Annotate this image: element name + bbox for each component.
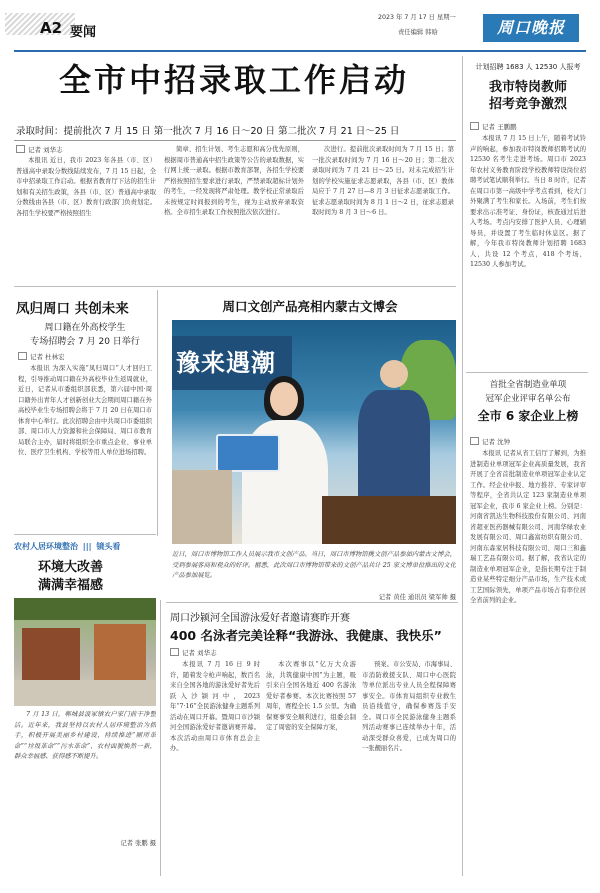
swim-top-rule [166, 602, 458, 603]
swim-column-3: 预案。市公安局、市海事局、市消防救援支队、周口中心医院等单位派出专业人员全程保障赛事安全。市体育局组织专业救生员沿线值守，确保参赛选手安全。周口市全民游泳健身主题系列活动赛事已连续举办十年，活动深受群众喜爱，已成为周口的一张靓丽名片。 [362, 661, 456, 752]
mfg-title: 全市 6 家企业上榜 [477, 409, 579, 423]
photo-story-title-box [162, 296, 458, 318]
swim-column-1: 本报讯 7 月 16 日 9 时许，随着发令枪声响起，数百名来自全国各地的游泳爱好者先后跃入沙颍河中，2023 年“7·16”全民游泳健身主题系列活动在周口开幕。暨周口市沙颍河全国游泳爱好者邀请赛开幕。本次活动由周口市体育总会主办。 [170, 661, 260, 752]
rural-kicker-text: 农村人居环境整治 [14, 542, 78, 551]
paper-logo-text: 周口晚报 [496, 18, 565, 37]
mfg-kicker-2: 冠军企业评审名单公布 [485, 394, 571, 404]
village-house-left [22, 628, 80, 680]
teacher-body: 本报讯 7 月 15 日上午，随着考试铃声的响起，参加我市特岗教师招聘考试的 12530 名考生走进考场。周口市 2023 年农村义务教育阶段学校教师特设岗位招聘考试笔试顺利举行。当日 8 时许，记者在周口市第一高级中学考点看到，校大门外聚满了考生和家长。入场前，考生们按要求出示准考证、身份证，核查通过后进入考场。考点内安排了医护人员、心理辅导员，并设置了考生临时休息区。据了解，今年我市特岗教师计划招聘 1683 人，共设 12 个考点，418 个考场，12530 人参加考试。 [470, 135, 586, 268]
rural-column-rule [160, 600, 161, 876]
lead-byline: 记者 刘华志 [16, 145, 63, 154]
expo-table [322, 496, 456, 544]
rural-kicker-bar: ||| [82, 542, 92, 551]
mfg-kicker-1: 首批全省制造业单项 [489, 380, 567, 390]
recruit-headline-box [16, 297, 154, 347]
expo-woman-face [270, 382, 298, 416]
left-divider [14, 534, 156, 535]
expo-product-box [216, 434, 280, 472]
teacher-kicker: 计划招聘 1683 人 12530 人报考 [475, 63, 581, 71]
rural-caption: 7 月 13 日，郸城县汲冢镇农户家门前干净整洁。近年来，我县坚持以农村人居环境整治为抓手，积极开展美丽乡村建设，持续推进“厕所革命”“垃圾革命”“污水革命”，农村面貌焕然一新，群众幸福感、获得感不断提升。 [14, 711, 156, 760]
header-rule [14, 50, 586, 52]
section-name: 要闻 [70, 25, 97, 40]
teacher-title-1: 我市特岗教师 [488, 80, 567, 95]
expo-banner-text: 豫来遇潮 [176, 349, 276, 377]
lead-rule [14, 140, 456, 141]
swim-column-2: 本次赛事以“亿万大众游泳，共筑健康中国”为主题，吸引来自全国各地近 400 名游泳爱好者参赛。本次比赛按照 57 周年，赛程全长 1.5 公里。为确保赛事安全顺利进行，组委会制定了周密的安全保障方案， [266, 661, 356, 731]
page-number: A2 [40, 19, 63, 37]
lead-schedule: 录取时间：提前批次 7 月 15 日 第一批次 7 月 16 日～20 日 第二批次 7 月 21 日～25 日 [16, 126, 400, 137]
expo-man-head [380, 360, 408, 388]
village-house-right [94, 624, 146, 680]
village-road [14, 680, 156, 706]
recruit-title: 凤归周口 共创未来 [16, 301, 129, 317]
expo-photo [172, 320, 456, 544]
village-trees [14, 598, 156, 620]
mfg-byline: 记者 沈钟 [470, 437, 510, 446]
lead-column-2: 简章、招生计划、考生志愿和高分优先原则，根据周市普通高中招生政策等公告的录取数据，实行网上统一录取。根据市教育部署，各招生学校要严格按照招生要求进行录取，严禁录取超标计划外的考生，一经发现将严肃处理。教学校正常录取后未按规定时间报到的考生，视为主动放弃录取资格。全市招生录取工作按照批次依次进行。 [164, 146, 304, 216]
teacher-title-2: 招考竞争激烈 [488, 97, 567, 112]
lead-headline: 全市中招录取工作启动 [58, 61, 409, 99]
paper-logo [483, 14, 579, 42]
issue-date: 2023 年 7 月 17 日 星期一 [378, 14, 456, 21]
lead-bottom-rule [14, 286, 456, 287]
expo-left-table [172, 470, 232, 544]
expo-man-body [358, 390, 430, 510]
mfg-body: 本报讯 记者从省工信厅了解到，为推进制造业单项冠军企业高质量发展，我省开展了全省首批制造业单项冠军企业认定工作。经企业申报、地方推荐、专家评审等程序，全省共认定 123 家制造业单项冠军企业，我市 6 家企业上榜。分别是：河南省凯达生物科技股份有限公司、河南省超亚医药器械有限公司、河南华绿农业发展有限公司、周口鑫富纺织有限公司、河南东森家居科技有限公司、周口三和鑫瑞工艺品有限公司。据了解，我省认定的制造业单项冠军企业，是指长期专注于制造业某些特定细分产品市场，生产技术或工艺国际领先，单项产品市场占有率位居全省前列的企业。 [470, 450, 586, 604]
village-photo [14, 598, 156, 706]
rural-kicker [14, 541, 120, 552]
photo-story-title: 周口文创产品亮相内蒙古文博会 [222, 299, 398, 314]
rural-credit: 记者 张鹏 摄 [120, 840, 156, 847]
teacher-byline: 记者 王鹏鹏 [470, 122, 517, 131]
rural-title-2: 满满幸福感 [38, 578, 104, 593]
rural-kicker-tag: 镜头看 [96, 542, 121, 551]
left-column-rule [157, 290, 158, 536]
lead-headline-box [14, 58, 454, 110]
photo-caption: 近日，周口市博物馆工作人员展示我市文创产品。当日，周口市博物馆携文创产品参加内蒙古文博会，受到参展客商和观众的好评。据悉，此次周口市博物馆带来的文创产品共计 25 家文博单位推出的文化产品参加展览。 [172, 551, 456, 579]
recruit-body: 本报讯 为深入实施“凤归周口”人才回归工程，引导推动周口籍在外高校毕业生返周就业，近日，记者从市委组织部获悉，第六届中国·周口籍外出青年人才创新创业大会期间周口籍在外高校毕业生专场招聘会将于 7 月 20 日在周口市体育中心举行。此次招聘会由中共周口市委组织部、周口市人力资源和社会保障局、周口市教育局联合主办，届时将组织全市重点企业、事业单位、医疗卫生机构、学校等用人单位进场招聘。 [18, 365, 152, 456]
right-column-rule [462, 56, 463, 876]
rural-title-1: 环境大改善 [38, 560, 104, 575]
photo-credit: 记者 黄佳 通讯员 梁军帅 摄 [378, 594, 456, 601]
swim-kicker: 周口沙颍河全国游泳爱好者邀请赛昨开赛 [170, 613, 350, 624]
recruit-sub-2: 专场招聘会 7 月 20 日举行 [30, 337, 140, 347]
recruit-sub-1: 周口籍在外高校学生 [44, 323, 126, 333]
recruit-byline: 记者 杜林宏 [18, 352, 65, 361]
right-divider-1 [466, 372, 588, 373]
swim-byline: 记者 刘华志 [170, 648, 217, 657]
swim-title: 400 名泳者完美诠释“我游泳、我健康、我快乐” [170, 628, 442, 643]
lead-column-1: 本报讯 近日，我市 2023 年各县（市、区）普通高中录取分数线陆续发布，7 月 15 日起，全市中招录取工作启动。根据省教育厅下达的招生计划和有关招生政策，各县（市、区）普通高中录取分数线由各县（市、区）教育行政部门负责划定。各招生学校要严格按照招生 [16, 157, 156, 217]
responsible-editor: 责任编辑 韩晗 [398, 29, 438, 36]
lead-column-3: 次进行。提前批次录取时间为 7 月 15 日；第一批次录取时间为 7 月 16 日～20 日；第二批次录取时间为 7 月 21 日～25 日。对未完成招生计划的学校实施征求志愿录取，各县（市、区）教体局应于 7 月 27 日—8 月 3 日征求志愿录取工作。征求志愿录取时间为 8 月 1 日～2 日，征求志愿录取时间为 8 月 3 日～6 日。 [312, 146, 454, 216]
